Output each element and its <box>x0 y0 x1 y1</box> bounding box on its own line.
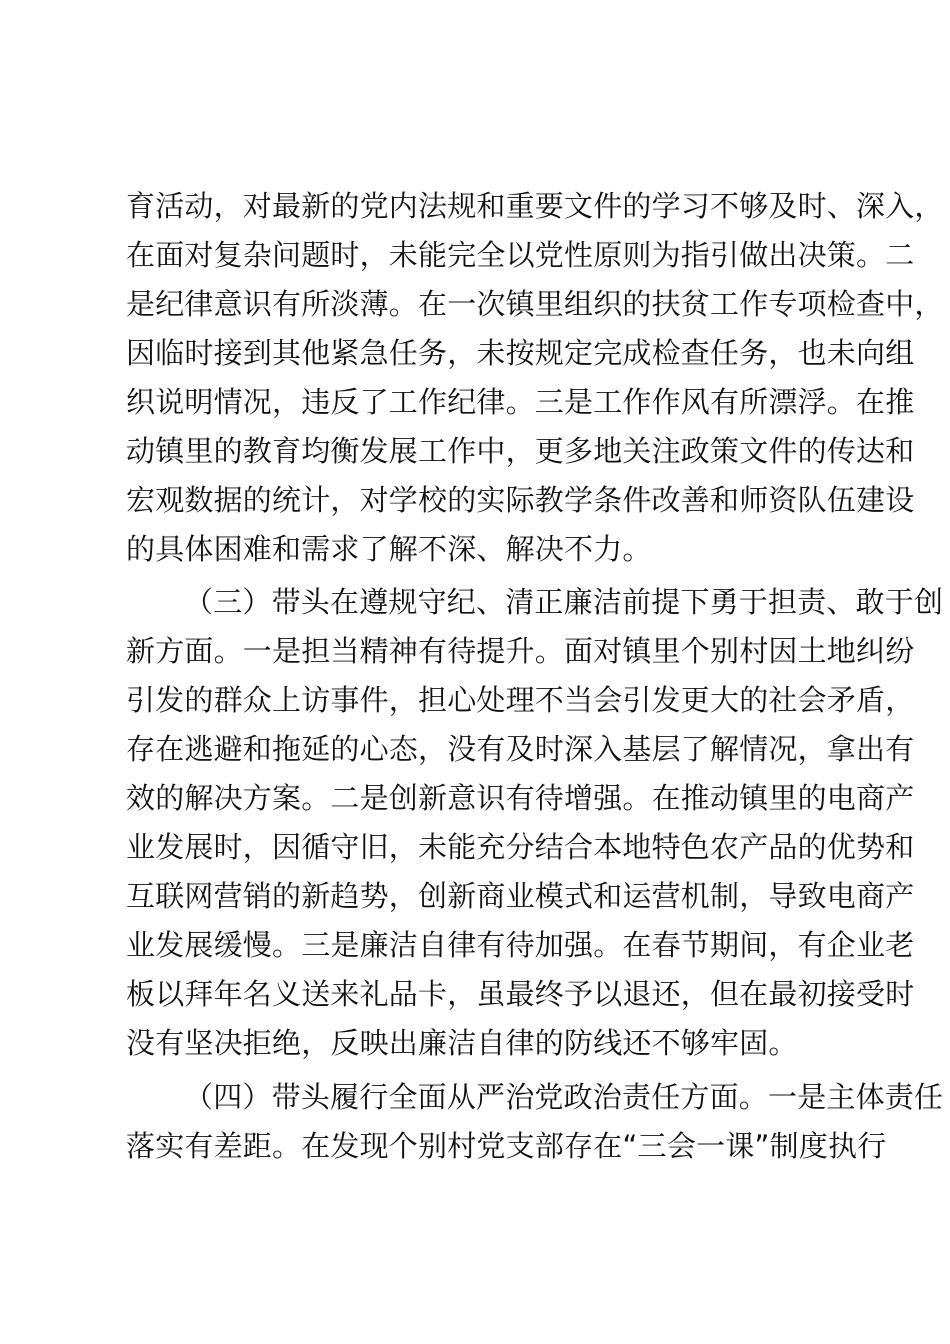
text-line: 育活动，对最新的党内法规和重要文件的学习不够及时、深入， <box>126 189 944 223</box>
text-line: 业发展缓慢。三是廉洁自律有待加强。在春节期间，有企业老 <box>126 928 915 962</box>
text-line: 引发的群众上访事件，担心处理不当会引发更大的社会矛盾， <box>126 683 915 717</box>
text-line: 织说明情况，违反了工作纪律。三是工作作风有所漂浮。在推 <box>126 385 915 419</box>
text-line: 业发展时，因循守旧，未能充分结合本地特色农产品的优势和 <box>126 830 915 864</box>
text-line: 的具体困难和需求了解不深、解决不力。 <box>126 532 652 566</box>
text-line: 动镇里的教育均衡发展工作中，更多地关注政策文件的传达和 <box>126 434 915 468</box>
text-line: 宏观数据的统计，对学校的实际教学条件改善和师资队伍建设 <box>126 483 915 517</box>
text-line: 是纪律意识有所淡薄。在一次镇里组织的扶贫工作专项检查中， <box>126 287 944 321</box>
section-heading-line: （三）带头在遵规守纪、清正廉洁前提下勇于担责、敢于创 <box>184 585 944 619</box>
text-line: 效的解决方案。二是创新意识有待增强。在推动镇里的电商产 <box>126 781 915 815</box>
text-line: 没有坚决拒绝，反映出廉洁自律的防线还不够牢固。 <box>126 1026 798 1060</box>
text-line: 在面对复杂问题时，未能完全以党性原则为指引做出决策。二 <box>126 238 915 272</box>
text-line: 落实有差距。在发现个别村党支部存在“三会一课”制度执行 <box>126 1129 887 1163</box>
text-line: 因临时接到其他紧急任务，未按规定完成检查任务，也未向组 <box>126 336 915 370</box>
section-heading-line: （四）带头履行全面从严治党政治责任方面。一是主体责任 <box>184 1080 944 1114</box>
text-line: 存在逃避和拖延的心态，没有及时深入基层了解情况，拿出有 <box>126 732 915 766</box>
text-line: 板以拜年名义送来礼品卡，虽最终予以退还，但在最初接受时 <box>126 977 915 1011</box>
text-line: 互联网营销的新趋势，创新商业模式和运营机制，导致电商产 <box>126 879 915 913</box>
text-line: 新方面。一是担当精神有待提升。面对镇里个别村因土地纠纷 <box>126 634 915 668</box>
